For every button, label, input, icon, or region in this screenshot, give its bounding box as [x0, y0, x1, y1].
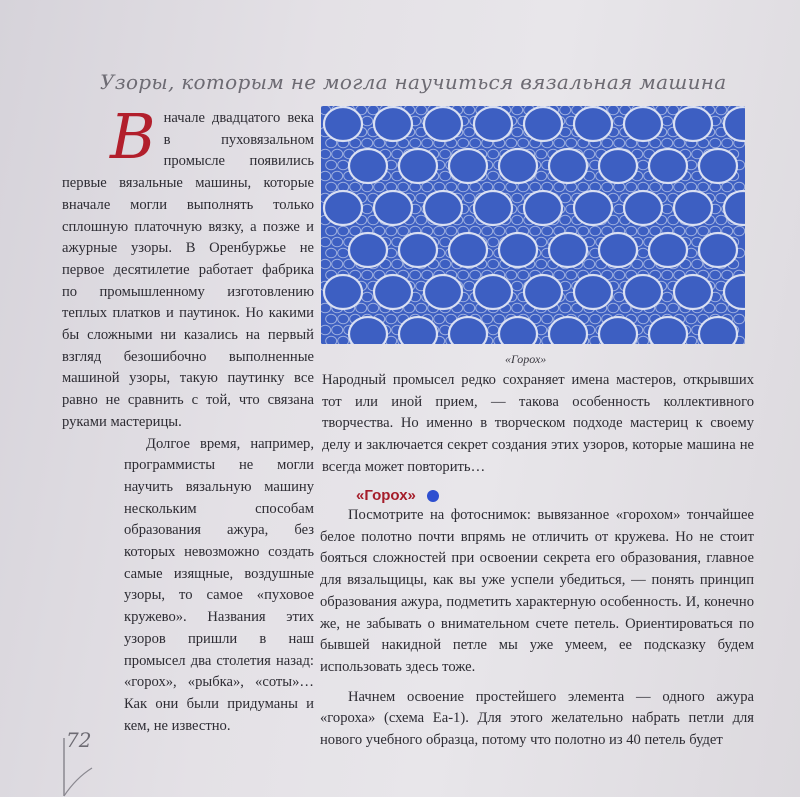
page-number: 72	[66, 728, 92, 752]
section-bullet-icon	[427, 490, 439, 502]
right-column-top	[322, 370, 754, 479]
figure-caption: «Горох»	[505, 352, 547, 366]
running-head: Узоры, которым не могла научиться вязальная машина	[100, 70, 727, 94]
left-para-1	[62, 100, 314, 434]
corner-ornament-icon	[56, 738, 96, 797]
section-para-1: Посмотрите на фотоснимок: вывязанное «горохом» тончайшее белое полотно почти впрямь не отличить от кружева. Но не стоит бояться сложностей при освоении секрета его образования, главное для вязальщицы, как вы уже успели убедиться, — понять принцип образования ажура, подметить характерную особенность. И, конечно же, не забывать о внимательном счете петель. Ориентироваться по бывшей накидной петле мы уже умеем, ее подсказку будем использовать здесь тоже.	[320, 507, 754, 675]
section-para-2: Начнем освоение простейшего элемента — одного ажура «гороха» (схема Еа-1). Для этого желательно набрать петли для нового учебного образца, потому что полотно из 40 петель будет	[320, 688, 754, 749]
right-column-section	[320, 505, 754, 752]
lace-pattern-image	[321, 106, 745, 344]
drop-cap: В	[110, 100, 156, 173]
left-column	[62, 100, 314, 737]
lace-photo	[321, 106, 745, 344]
left-para-1-text: начале двадцатого века в пуховязальном промысле появились первые вязальные машины, которые вначале могли выполнять только сплошную платочную вязку, а позже и ажурные узоры. В Оренбуржье не первое десятилетие работает фабрика по промышленному изготовлению теплых платков и паутинок. Но какими бы сложными ни казались на первый взгляд безошибочно выполненные машиной узоры, такую паутинку все равно не сравнить с той, что связана руками мастерицы.	[62, 110, 314, 430]
right-para-1: Народный промысел редко сохраняет имена мастеров, открывших тот или иной прием, — такова особенность коллективного творчества. Но именно в творческом подходе мастериц к своему делу и заключается секрет создания этих узоров, которые машина не всегда может повторить…	[322, 372, 754, 475]
left-para-2: Долгое время, например, программисты не могли научить вязальную машину нескольким способам образования ажура, без которых невозможно создать самые изящные, воздушные узоры, то самое «пуховое кружево». Названия этих узоров пришли в наш промысел два столетия назад: «горох», «рыбка», «соты»… Как они были придуманы и кем, не известно.	[124, 435, 314, 734]
section-title: «Горох»	[356, 487, 416, 504]
